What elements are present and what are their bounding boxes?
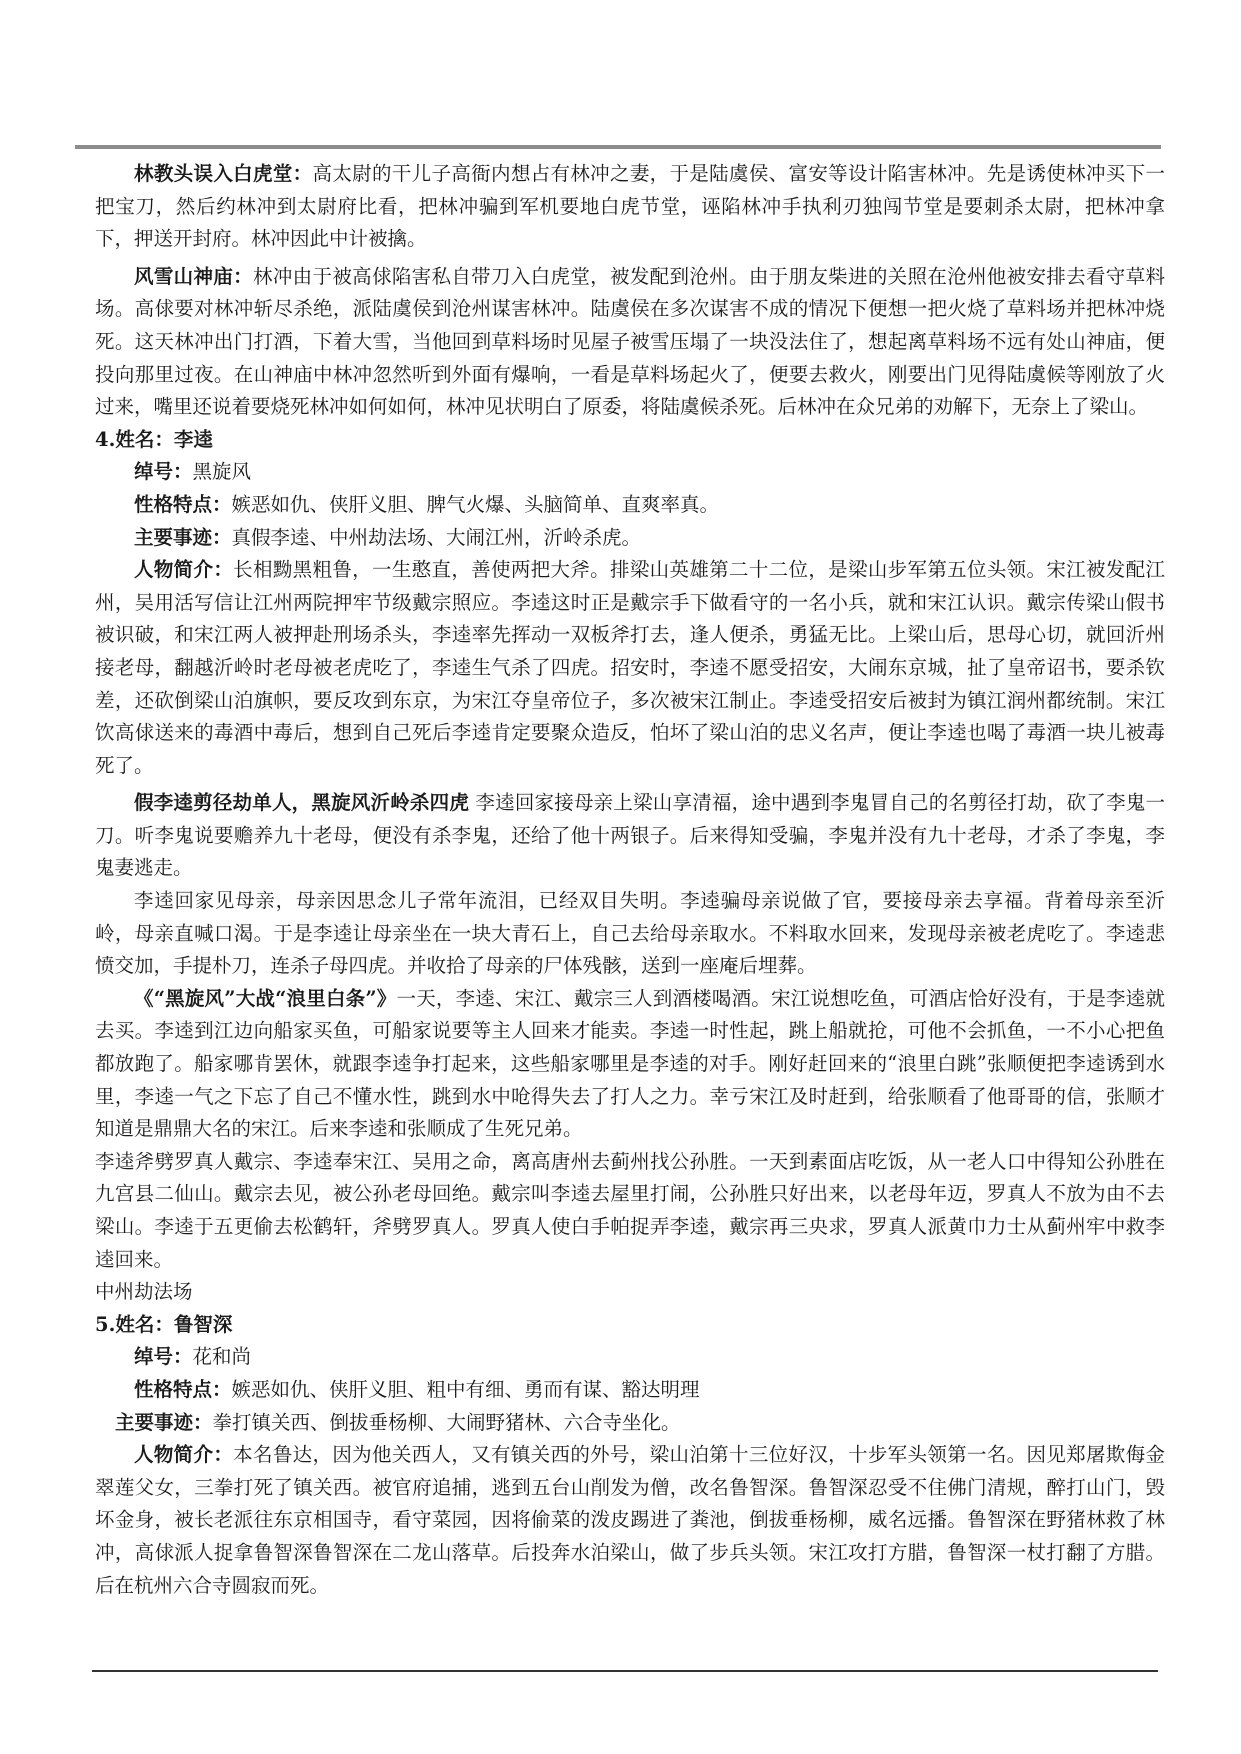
- luzhishen-traits: [95, 1374, 1165, 1407]
- field-label: 绰号：: [134, 460, 193, 484]
- field-value: 嫉恶如仇、侠肝义胆、粗中有细、勇而有谋、豁达明理: [231, 1377, 700, 1401]
- field-value: 花和尚: [192, 1345, 252, 1369]
- likui-story-3: 李逵斧劈罗真人戴宗、李逵奉宋江、吴用之命，离高唐州去蓟州找公孙胜。一天到素面店吃饭，从一老人口中得知公孙胜在九宫县二仙山。戴宗去见，被公孙老母回绝。戴宗叫李逵去屋里打闹，公孙胜只好出来，以老母年迈，罗真人不放为由不去梁山。李逵于五更偷去松鹤轩，斧劈罗真人。罗真人使白手帕捉弄李逵，戴宗再三央求，罗真人派黄巾力士从蓟州牢中救李逵回来。: [95, 1149, 1165, 1271]
- story-title: 《“黑旋风”大战“浪里白条”》: [134, 986, 397, 1010]
- likui-story-4: 中州劫法场: [95, 1280, 193, 1304]
- paragraph-lin-baihu: [95, 158, 1165, 256]
- likui-traits: [95, 489, 1165, 522]
- field-label: 人物简介：: [134, 1443, 234, 1467]
- field-value: 拳打镇关西、倒拔垂杨柳、大闹野猪林、六合寺坐化。: [212, 1410, 681, 1434]
- field-label: 性格特点：: [134, 492, 232, 516]
- field-label: 性格特点：: [134, 1377, 232, 1401]
- field-value: 黑旋风: [192, 460, 252, 484]
- story-text: 李逵回家接母亲上梁山享清福，途中遇到李鬼冒自己的名剪径打劫，砍了李鬼一刀。听李鬼说要赡养九十老母，便没有杀李鬼，还给了他十两银子。后来得知受骗，李鬼并没有九十老母，才杀了李鬼，李鬼妻逃走。: [95, 791, 1165, 880]
- likui-deeds: [95, 522, 1165, 555]
- field-value: 长相黝黑粗鲁，一生憨直，善使两把大斧。排梁山英雄第二十二位，是梁山步军第五位头领。宋江被发配江州，吴用活写信让江州两院押牢节级戴宗照应。李逵这时正是戴宗手下做看守的一名小兵，就和宋江认识。戴宗传梁山假书被识破，和宋江两人被押赴刑场杀头，李逵率先挥动一双板斧打去，逢人便杀，勇猛无比。上梁山后，思母心切，就回沂州接老母，翻越沂岭时老母被老虎吃了，李逵生气杀了四虎。招安时，李逵不愿受招安，大闹东京城，扯了皇帝诏书，要杀钦差，还砍倒梁山泊旗帜，要反攻到东京，为宋江夺皇帝位子，多次被宋江制止。李逵受招安后被封为镇江润州都统制。宋江饮高俅送来的毒酒中毒后，想到自己死后李逵肯定要聚众造反，怕坏了梁山泊的忠义名声，便让李逵也喝了毒酒一块儿被毒死了。: [95, 558, 1165, 777]
- likui-nickname: [95, 456, 1165, 489]
- story-title: 假李逵剪径劫单人，黑旋风沂岭杀四虎: [134, 791, 470, 815]
- story-text: 一天，李逵、宋江、戴宗三人到酒楼喝酒。宋江说想吃鱼，可酒店恰好没有，于是李逵就去买。李逵到江边向船家买鱼，可船家说要等主人回来才能卖。李逵一时性起，跳上船就抢，可他不会抓鱼，一不小心把鱼都放跑了。船家哪肯罢休，就跟李逵争打起来，这些船家哪里是李逵的对手。刚好赶回来的“浪里白跳”张顺便把李逵诱到水里，李逵一气之下忘了自己不懂水性，跳到水中呛得失去了打人之力。幸亏宋江及时赶到，给张顺看了他哥哥的信，张顺才知道是鼎鼎大名的宋江。后来李逵和张顺成了生死兄弟。: [95, 986, 1165, 1141]
- likui-story-2: [95, 983, 1165, 1146]
- field-label: 主要事迹：: [134, 525, 232, 549]
- section-title: 林教头误入白虎堂：: [134, 162, 313, 185]
- heading-luzhishen: 5.姓名：鲁智深: [95, 1312, 233, 1336]
- field-label: 人物简介：: [134, 558, 234, 582]
- field-value: 嫉恶如仇、侠肝义胆、脾气火爆、头脑简单、直爽率真。: [231, 492, 720, 516]
- footer-rule: [92, 1670, 1158, 1672]
- luzhishen-bio: [95, 1439, 1165, 1602]
- likui-story-1: [95, 787, 1165, 885]
- document-body: [95, 158, 1165, 1602]
- likui-story-1-cont: 李逵回家见母亲，母亲因思念儿子常年流泪，已经双目失明。李逵骗母亲说做了官，要接母亲去享福。背着母亲至沂岭，母亲直喊口渴。于是李逵让母亲坐在一块大青石上，自己去给母亲取水。不料取水回来，发现母亲被老虎吃了。李逵悲愤交加，手提朴刀，连杀子母四虎。并收拾了母亲的尸体残骸，送到一座庵后埋葬。: [95, 889, 1165, 978]
- header-rule: [75, 145, 1161, 149]
- field-value: 本名鲁达，因为他关西人，又有镇关西的外号，梁山泊第十三位好汉，十步军头领第一名。因见郑屠欺侮金翠莲父女，三拳打死了镇关西。被官府追捕，逃到五台山削发为僧，改名鲁智深。鲁智深忍受不住佛门清规，醉打山门，毁坏金身，被长老派往东京相国寺，看守菜园，因将偷菜的泼皮踢进了粪池，倒拔垂杨柳，威名远播。鲁智深在野猪林救了林冲，高俅派人捉拿鲁智深鲁智深在二龙山落草。后投奔水泊梁山，做了步兵头领。宋江攻打方腊，鲁智深一杖打翻了方腊。后在杭州六合寺圆寂而死。: [95, 1443, 1165, 1597]
- paragraph-lin-fengxue: [95, 261, 1165, 424]
- field-label: 主要事迹：: [115, 1410, 213, 1434]
- field-value: 真假李逵、中州劫法场、大闹江州，沂岭杀虎。: [231, 525, 642, 549]
- heading-likui: 4.姓名：李逵: [95, 427, 213, 451]
- field-label: 绰号：: [134, 1345, 193, 1369]
- luzhishen-nickname: [95, 1341, 1165, 1374]
- luzhishen-deeds: [95, 1407, 1165, 1440]
- likui-bio: [95, 554, 1165, 782]
- section-title: 风雪山神庙：: [134, 264, 253, 288]
- section-text: 高太尉的干儿子高衙内想占有林冲之妻，于是陆虞侯、富安等设计陷害林冲。先是诱使林冲买下一把宝刀，然后约林冲到太尉府比看，把林冲骗到军机要地白虎节堂，诬陷林冲手执利刃独闯节堂是要刺杀太尉，把林冲拿下，押送开封府。林冲因此中计被擒。: [95, 162, 1165, 251]
- section-text: 林冲由于被高俅陷害私自带刀入白虎堂，被发配到沧州。由于朋友柴进的关照在沧州他被安排去看守草料场。高俅要对林冲斩尽杀绝，派陆虞侯到沧州谋害林冲。陆虞侯在多次谋害不成的情况下便想一把火烧了草料场并把林冲烧死。这天林冲出门打酒，下着大雪，当他回到草料场时见屋子被雪压塌了一块没法住了，想起离草料场不远有处山神庙，便投向那里过夜。在山神庙中林冲忽然听到外面有爆响，一看是草料场起火了，便要去救火，刚要出门见得陆虞候等刚放了火过来，嘴里还说着要烧死林冲如何如何，林冲见状明白了原委，将陆虞候杀死。后林冲在众兄弟的劝解下，无奈上了梁山。: [95, 264, 1165, 419]
